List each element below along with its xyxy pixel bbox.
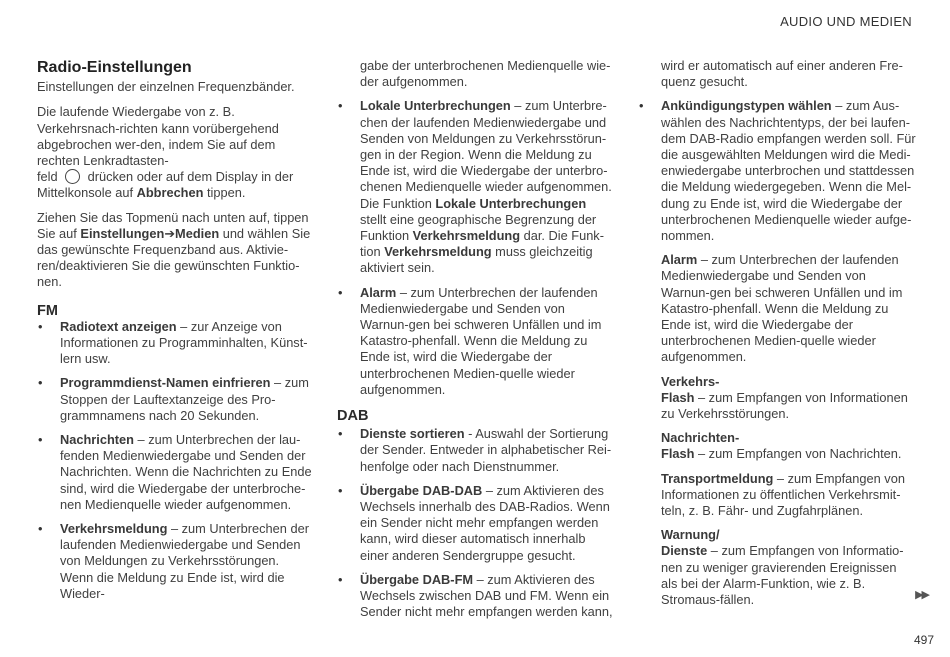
sub-item-warnung	[638, 527, 916, 608]
intro-text-2: drücken oder auf dem Display in der Mittelkonsole auf	[37, 169, 294, 201]
item-text: muss gleichzeitig aktiviert sein.	[360, 244, 593, 276]
item-term: Verkehrsmeldung	[60, 521, 168, 537]
sub-item-verkehrsflash	[638, 374, 916, 423]
medien-label: Medien	[175, 225, 220, 241]
section-header: AUDIO UND MEDIEN	[780, 14, 912, 29]
item-term: Nachrichten-	[661, 430, 740, 446]
sub-item-alarm	[638, 252, 916, 365]
list-item	[337, 483, 615, 564]
item-text: dar. Die Funk-tion	[360, 228, 604, 260]
item-text: – zum Aus-wählen des Nachrichtentyps, der bei laufen-dem DAB-Radio empfangen werden soll. Für die ausgewählten Meldungen wird die Medi-enwiedergabe unterbrochen und stattdessen die Meldung wiedergegeben. Wenn die Mel-dung zu Ende ist, wird die Wiedergabe der unterbrochenen Medienquelle wieder aufge-nommen.	[661, 98, 916, 244]
intro-text: Die laufende Wiedergabe von z. B. Verkehrsnach-richten kann vorübergehend abgebrochen wer-den, indem Sie auf dem rechten Lenkradtasten-	[37, 104, 279, 169]
item-text: - Auswahl der Sortierung der Sender. Entweder in alphabetischer Rei-henfolge oder nach Dienstnummer.	[360, 426, 612, 474]
item-text: – zum Empfangen von Nachrichten.	[694, 446, 902, 462]
fm-list-cont	[337, 98, 615, 398]
dab-list	[337, 426, 615, 620]
item-text: – zum Unterbrechen der laufenden Medienwiedergabe und Senden von Meldungen zu Verkehrsstörungen. Wenn die Meldung zu Ende ist, wird die Wieder-	[60, 521, 309, 601]
intro-text-3: tippen.	[207, 185, 246, 201]
item-text: – zur Anzeige von Informationen zu Programminhalten, Künst-lern usw.	[60, 318, 308, 367]
item-term: Übergabe DAB-DAB	[360, 482, 483, 498]
column-1	[37, 58, 313, 610]
page-subtitle: Einstellungen der einzelnen Frequenzbänder.	[37, 79, 295, 95]
item-term: Verkehrsmeldung	[412, 228, 521, 244]
intro-paragraph	[37, 104, 313, 201]
steering-wheel-button-icon	[65, 169, 80, 184]
item-term: Nachrichten	[60, 432, 134, 448]
page-title: Radio-Einstellungen	[37, 59, 192, 76]
list-item	[37, 375, 313, 424]
item-term: Alarm	[360, 284, 397, 300]
item-term: Übergabe DAB-FM	[360, 571, 474, 587]
list-item	[337, 426, 615, 475]
item-text: – zum Stoppen der Lauftextanzeige des Pro-grammnamens nach 20 Sekunden.	[60, 375, 309, 423]
list-item	[337, 285, 615, 398]
item-term: Lokale Unterbrechungen	[435, 195, 587, 211]
item-term: Verkehrs-	[661, 373, 720, 389]
abbrechen-label: Abbrechen	[136, 185, 204, 201]
list-item	[337, 98, 615, 276]
list-item	[37, 319, 313, 368]
item-text: – zum Aktivieren des Wechsels innerhalb des DAB-Radios. Wenn ein Sender nicht mehr empfangen werden kann, wird dieser automatisch innerhalb einer anderen Sendergruppe gesucht.	[360, 482, 610, 563]
column-3	[638, 58, 916, 616]
continuation-text: wird er automatisch auf einer anderen Fre-quenz gesucht.	[661, 58, 903, 90]
list-item	[638, 98, 916, 244]
menu-text-2: und wählen Sie das gewünschte Frequenzband aus. Aktivie-ren/deaktivieren Sie die gewünschten Funktio-nen.	[37, 225, 311, 290]
list-item	[37, 521, 313, 602]
continuation-text: gabe der unterbrochenen Medienquelle wie-der aufgenommen.	[360, 58, 611, 90]
item-text: – zum Unterbrechen der lau-fenden Medienwiedergabe und Senden der Nachrichten. Wenn die Nachrichten zu Ende sind, wird die Wiedergabe der unterbroche-nen Medienquelle wieder aufgenommen.	[60, 432, 312, 512]
item-term: Flash	[661, 389, 695, 405]
dab-heading: DAB	[337, 408, 369, 425]
menu-paragraph	[37, 210, 313, 291]
item-text: – zum Unterbrechen der laufenden Medienwiedergabe und Senden von Warnun-gen bei schweren Unfällen und im Katastro-phenfall. Wenn die Meldung zu Ende ist, wird die Wiedergabe der unterbrochenen Medien-quelle wieder aufgenommen.	[661, 252, 903, 365]
einstellungen-label: Einstellungen	[80, 225, 165, 241]
item-term: Lokale Unterbrechungen	[360, 98, 511, 114]
fm-list	[37, 319, 313, 602]
item-term: Flash	[661, 446, 695, 462]
arrow-right-icon: ➔	[164, 225, 176, 241]
item-term: Dienste sortieren	[360, 426, 465, 442]
item-term: Warnung/	[661, 527, 720, 543]
item-term: Dienste	[661, 543, 708, 559]
double-arrow-right-icon: ▶▶	[915, 589, 928, 601]
menu-text: Ziehen Sie das Topmenü nach unten auf, tippen Sie auf	[37, 209, 309, 241]
item-text: – zum Empfangen von Informationen zu Verkehrsstörungen.	[661, 389, 908, 422]
item-text: – zum Empfangen von Informatio-nen zu weniger gravierenden Ereignissen als bei der Alarm-Funktion, wie z. B. Stromaus-fällen.	[661, 543, 904, 608]
item-text: – zum Empfangen von Informationen zu öffentlichen Verkehrsmit-teln, z. B. Fähr- und Zugfahrplänen.	[661, 470, 905, 519]
dab-list-cont	[638, 98, 916, 244]
item-term: Verkehrsmeldung	[384, 244, 492, 260]
item-term: Programmdienst-Namen einfrieren	[60, 375, 271, 391]
list-item	[337, 572, 615, 621]
item-text: – zum Aktivieren des Wechsels zwischen DAB und FM. Wenn ein Sender nicht mehr empfangen werden kann,	[360, 571, 613, 620]
sub-item-transport	[638, 471, 916, 520]
item-term: Radiotext anzeigen	[60, 318, 177, 334]
fm-heading: FM	[37, 302, 58, 319]
page-number: 497	[913, 633, 934, 647]
item-term: Alarm	[661, 252, 698, 268]
item-text: – zum Unterbrechen der laufenden Medienwiedergabe und Senden von Warnun-gen bei schweren Unfällen und im Katastro-phenfall. Wenn die Meldung zu Ende ist, wird die Wiedergabe der unterbrochenen Medien-quelle wieder aufgenommen.	[360, 284, 602, 397]
item-term: Transportmeldung	[661, 470, 774, 486]
item-text: – zum Unterbre-chen der laufenden Medienwiedergabe und Senden von Meldungen zu Verkehrsstörun-gen in der Region. Wenn die Meldung zu Ende ist, wird die Wiedergabe der unterbro-chenen Medienquelle wieder aufgenommen. Die Funktion	[360, 98, 612, 211]
sub-item-nachrichtenflash	[638, 430, 916, 462]
item-term: Ankündigungstypen wählen	[661, 98, 832, 114]
list-item	[37, 432, 313, 513]
intro-feld: feld	[37, 169, 58, 185]
item-text: stellt eine geographische Begrenzung der Funktion	[360, 211, 597, 244]
column-2	[337, 58, 615, 629]
